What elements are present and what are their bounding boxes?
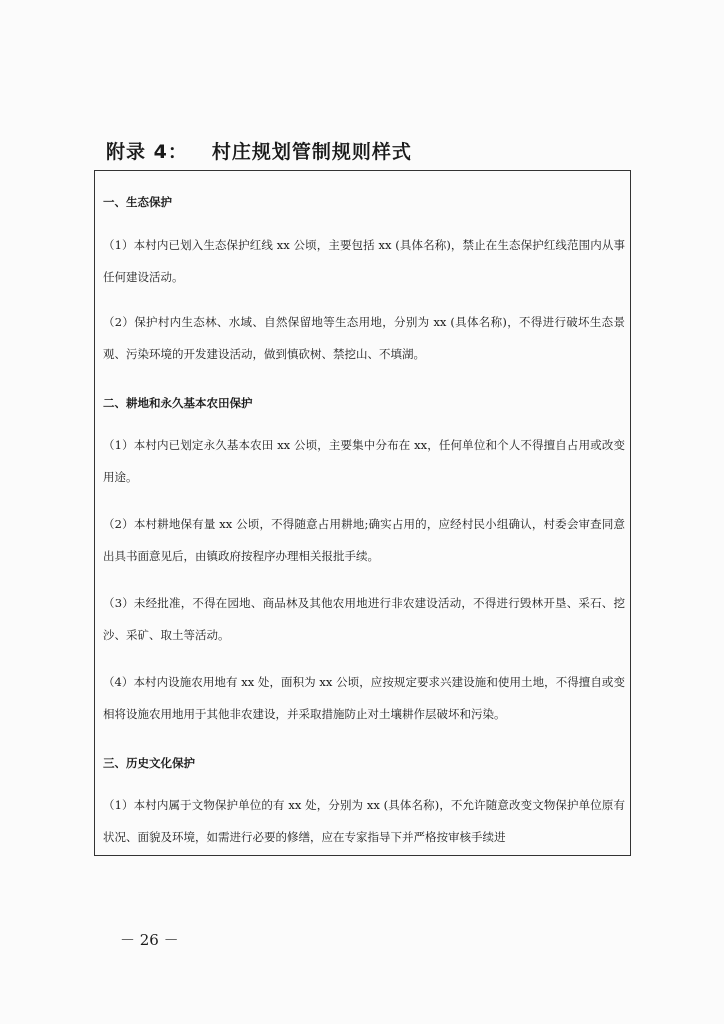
- paragraph: （1）本村内已划定永久基本农田 xx 公顷，主要集中分布在 xx，任何单位和个人不得擅自占用或改变用途。: [103, 438, 625, 484]
- paragraph: （4）本村内设施农用地有 xx 处，面积为 xx 公顷，应按规定要求兴建设施和使用土地，不得擅自或变相将设施农用地用于其他非农建设，并采取措施防止对土壤耕作层破坏和污染。: [103, 675, 625, 721]
- section-heading-ecology: 一、生态保护: [103, 195, 172, 209]
- page-title: [106, 137, 412, 164]
- paragraph: （3）未经批准，不得在园地、商品林及其他农用地进行非农建设活动，不得进行毁林开垦、采石、挖沙、采矿、取土等活动。: [103, 596, 625, 642]
- section-heading-farmland: 二、耕地和永久基本农田保护: [103, 396, 253, 410]
- paragraph: （2）本村耕地保有量 xx 公顷，不得随意占用耕地;确实占用的，应经村民小组确认，村委会审查同意出具书面意见后，由镇政府按程序办理相关报批手续。: [103, 517, 625, 563]
- paragraph: （2）保护村内生态林、水域、自然保留地等生态用地，分别为 xx (具体名称)，不得进行破坏生态景观、污染环境的开发建设活动，做到慎砍树、禁挖山、不填湖。: [103, 315, 625, 361]
- appendix-label: 附录 4：: [106, 141, 188, 163]
- section-heading-heritage: 三、历史文化保护: [103, 756, 195, 770]
- paragraph: （1）本村内属于文物保护单位的有 xx 处，分别为 xx (具体名称)，不允许随意改变文物保护单位原有状况、面貌及环境，如需进行必要的修缮，应在专家指导下并严格按审核手续进: [103, 798, 625, 844]
- page-number: － 26 －: [120, 931, 179, 949]
- appendix-title: 村庄规划管制规则样式: [211, 141, 412, 163]
- content-box: [94, 170, 631, 856]
- paragraph: （1）本村内已划入生态保护红线 xx 公顷，主要包括 xx (具体名称)，禁止在生态保护红线范围内从事任何建设活动。: [103, 238, 625, 284]
